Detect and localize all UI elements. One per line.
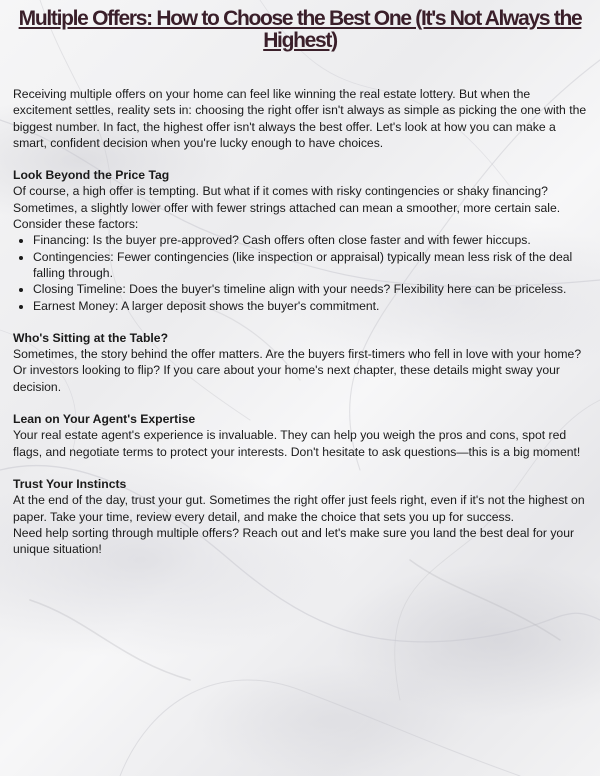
section-heading: Lean on Your Agent's Expertise bbox=[13, 412, 196, 427]
factors-list bbox=[13, 232, 587, 313]
list-item: • Financing: Is the buyer pre-approved? Cash offers often close faster and with fewer hiccups. bbox=[33, 232, 587, 248]
intro-paragraph: Receiving multiple offers on your home can feel like winning the real estate lottery. But when the excitement settles, reality sets in: choosing the right offer isn't always as simple as picking the one with the biggest number. In fact, the highest offer isn't always the best offer. Let's look at how you can make a smart, confident decision when you're lucky enough to have choices. bbox=[13, 87, 587, 150]
list-item: • Closing Timeline: Does the buyer's timeline align with your needs? Flexibility here can be priceless. bbox=[33, 281, 587, 297]
section-price-tag bbox=[13, 167, 587, 314]
section-body: Of course, a high offer is tempting. But what if it comes with risky contingencies or shaky financing? Sometimes, a slightly lower offer with fewer strings attached can mean a smoother, more certain sale. Consider these factors: bbox=[13, 184, 561, 232]
section-table bbox=[13, 330, 587, 395]
section-body: Your real estate agent's experience is invaluable. They can help you weigh the pros and cons, spot red flags, and negotiate terms to protect your interests. Don't hesitate to ask questions—this is a big moment! bbox=[13, 428, 581, 459]
document-title: Multiple Offers: How to Choose the Best One (It's Not Always the Highest) bbox=[18, 7, 582, 52]
section-heading: Trust Your Instincts bbox=[13, 476, 127, 491]
section-instincts bbox=[13, 476, 587, 557]
section-heading: Look Beyond the Price Tag bbox=[13, 168, 170, 183]
list-item: • Contingencies: Fewer contingencies (like inspection or appraisal) typically mean less risk of the deal falling through. bbox=[33, 249, 587, 282]
section-body: Sometimes, the story behind the offer matters. Are the buyers first-timers who fell in love with your home? Or investors looking to flip? If you care about your home's next chapter, these details might sway your decision. bbox=[13, 347, 582, 394]
closing-paragraph: Need help sorting through multiple offers? Reach out and let's make sure you land the best deal for your unique situation! bbox=[13, 525, 575, 557]
section-heading: Who's Sitting at the Table? bbox=[13, 330, 169, 345]
section-body: At the end of the day, trust your gut. Sometimes the right offer just feels right, even if it's not the highest on paper. Take your time, review every detail, and make the choice that sets you up for success. bbox=[13, 493, 585, 524]
list-item: • Earnest Money: A larger deposit shows the buyer's commitment. bbox=[33, 298, 587, 314]
section-agent bbox=[13, 411, 587, 460]
